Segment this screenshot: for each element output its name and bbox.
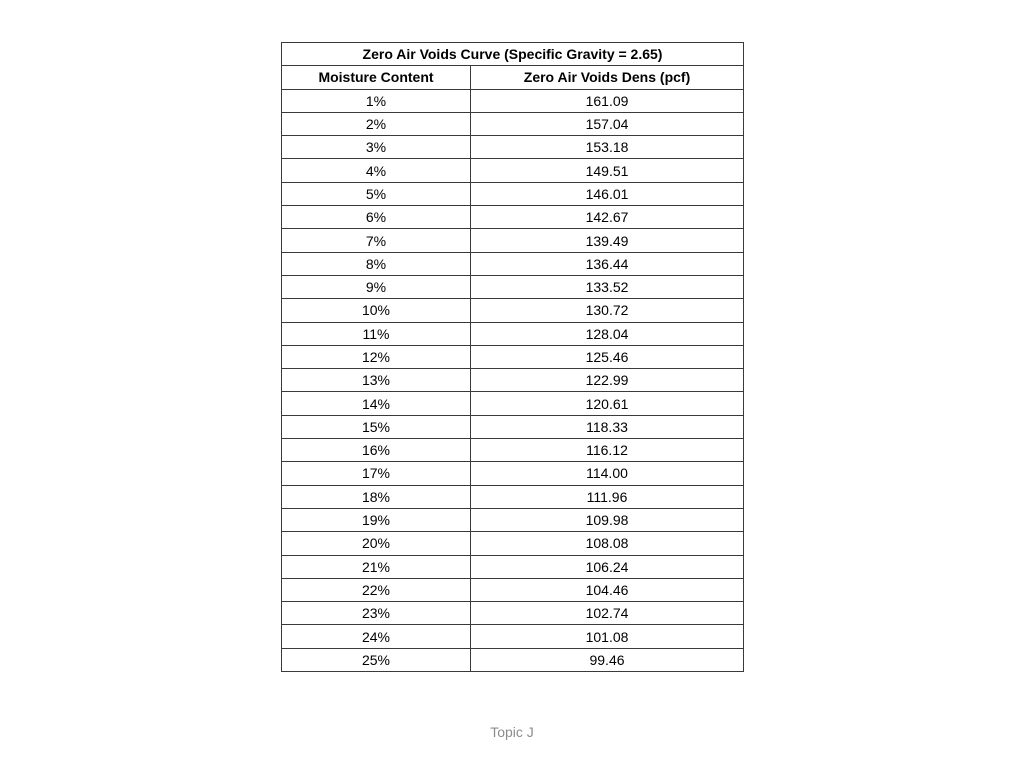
table-row [282,392,744,415]
zero-air-voids-density-cell: 118.33 [471,415,744,438]
zero-air-voids-density-cell: 139.49 [471,229,744,252]
moisture-content-cell: 5% [282,182,471,205]
table-row [282,578,744,601]
table-row [282,485,744,508]
moisture-content-cell: 1% [282,89,471,112]
moisture-content-cell: 21% [282,555,471,578]
table-row [282,532,744,555]
moisture-content-cell: 23% [282,602,471,625]
zero-air-voids-density-cell: 120.61 [471,392,744,415]
zero-air-voids-density-cell: 101.08 [471,625,744,648]
table-row [282,415,744,438]
moisture-content-cell: 9% [282,275,471,298]
zero-air-voids-density-cell: 161.09 [471,89,744,112]
zero-air-voids-density-cell: 146.01 [471,182,744,205]
zero-air-voids-density-cell: 133.52 [471,275,744,298]
zero-air-voids-density-cell: 128.04 [471,322,744,345]
moisture-content-cell: 20% [282,532,471,555]
zero-air-voids-density-cell: 102.74 [471,602,744,625]
zero-air-voids-density-cell: 149.51 [471,159,744,182]
table-row [282,602,744,625]
moisture-content-cell: 14% [282,392,471,415]
table-row [282,159,744,182]
moisture-content-cell: 19% [282,508,471,531]
zero-air-voids-density-cell: 111.96 [471,485,744,508]
table-row [282,648,744,671]
data-table-container [281,42,743,672]
moisture-content-cell: 11% [282,322,471,345]
zero-air-voids-density-cell: 142.67 [471,206,744,229]
table-title: Zero Air Voids Curve (Specific Gravity = 2.65) [282,43,744,66]
moisture-content-cell: 24% [282,625,471,648]
zero-air-voids-density-cell: 122.99 [471,369,744,392]
column-header-moisture-content: Moisture Content [282,66,471,89]
table-row [282,625,744,648]
table-row [282,136,744,159]
moisture-content-cell: 3% [282,136,471,159]
table-row [282,322,744,345]
zero-air-voids-density-cell: 104.46 [471,578,744,601]
moisture-content-cell: 6% [282,206,471,229]
moisture-content-cell: 8% [282,252,471,275]
table-row [282,182,744,205]
zero-air-voids-table [281,42,744,672]
moisture-content-cell: 13% [282,369,471,392]
table-body [282,89,744,671]
zero-air-voids-density-cell: 99.46 [471,648,744,671]
moisture-content-cell: 16% [282,439,471,462]
table-row [282,252,744,275]
footer-topic-label: Topic J [490,724,534,740]
moisture-content-cell: 25% [282,648,471,671]
zero-air-voids-density-cell: 108.08 [471,532,744,555]
moisture-content-cell: 12% [282,345,471,368]
table-row [282,369,744,392]
column-header-zero-air-voids-density: Zero Air Voids Dens (pcf) [471,66,744,89]
table-row [282,345,744,368]
zero-air-voids-density-cell: 130.72 [471,299,744,322]
moisture-content-cell: 17% [282,462,471,485]
moisture-content-cell: 2% [282,112,471,135]
table-row [282,462,744,485]
table-row [282,299,744,322]
zero-air-voids-density-cell: 116.12 [471,439,744,462]
table-row [282,89,744,112]
zero-air-voids-density-cell: 125.46 [471,345,744,368]
zero-air-voids-density-cell: 114.00 [471,462,744,485]
table-row [282,112,744,135]
moisture-content-cell: 22% [282,578,471,601]
zero-air-voids-density-cell: 109.98 [471,508,744,531]
table-row [282,275,744,298]
table-header-row [282,66,744,89]
moisture-content-cell: 7% [282,229,471,252]
moisture-content-cell: 15% [282,415,471,438]
zero-air-voids-density-cell: 136.44 [471,252,744,275]
zero-air-voids-density-cell: 106.24 [471,555,744,578]
table-row [282,508,744,531]
moisture-content-cell: 18% [282,485,471,508]
zero-air-voids-density-cell: 153.18 [471,136,744,159]
moisture-content-cell: 10% [282,299,471,322]
moisture-content-cell: 4% [282,159,471,182]
table-row [282,555,744,578]
table-row [282,439,744,462]
table-row [282,229,744,252]
zero-air-voids-density-cell: 157.04 [471,112,744,135]
table-row [282,206,744,229]
table-title-row [282,43,744,66]
